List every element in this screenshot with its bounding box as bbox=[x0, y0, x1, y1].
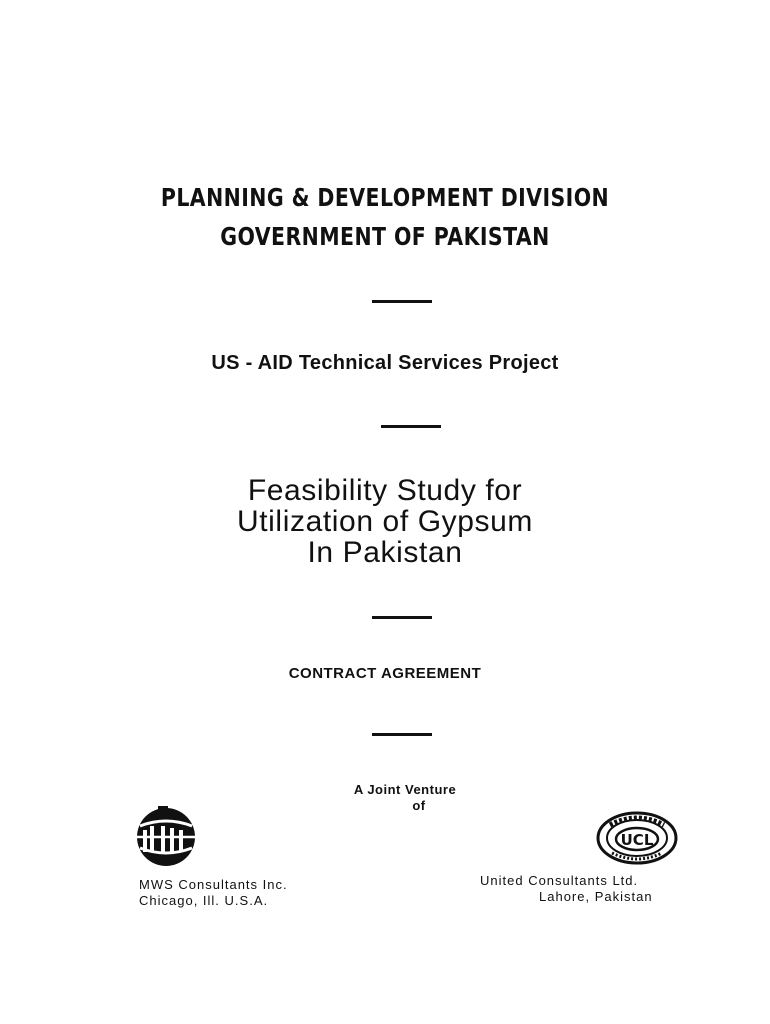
government-heading: GOVERNMENT OF PAKISTAN bbox=[220, 222, 550, 251]
ucl-location: Lahore, Pakistan bbox=[539, 889, 653, 904]
mws-location: Chicago, Ill. U.S.A. bbox=[139, 893, 269, 908]
divider-rule bbox=[372, 733, 432, 736]
divider-rule bbox=[372, 300, 432, 303]
ucl-logo-text: UCL bbox=[620, 831, 654, 849]
divider-rule bbox=[381, 425, 441, 428]
joint-venture-label: A Joint Venture bbox=[353, 782, 457, 797]
study-title-line-2: Utilization of Gypsum bbox=[236, 505, 534, 538]
divider-rule bbox=[372, 616, 432, 619]
division-heading: PLANNING & DEVELOPMENT DIVISION bbox=[160, 183, 610, 212]
study-title-line-3: In Pakistan bbox=[307, 536, 463, 569]
ucl-seal-logo-icon bbox=[596, 811, 678, 865]
joint-venture-of: of bbox=[412, 798, 426, 813]
study-title-line-1: Feasibility Study for bbox=[247, 474, 523, 507]
mws-name: MWS Consultants Inc. bbox=[139, 877, 288, 892]
ucl-name: United Consultants Ltd. bbox=[480, 873, 639, 888]
project-subtitle: US - AID Technical Services Project bbox=[211, 352, 559, 374]
mws-globe-logo-icon bbox=[134, 806, 198, 868]
contract-label: CONTRACT AGREEMENT bbox=[288, 665, 482, 682]
